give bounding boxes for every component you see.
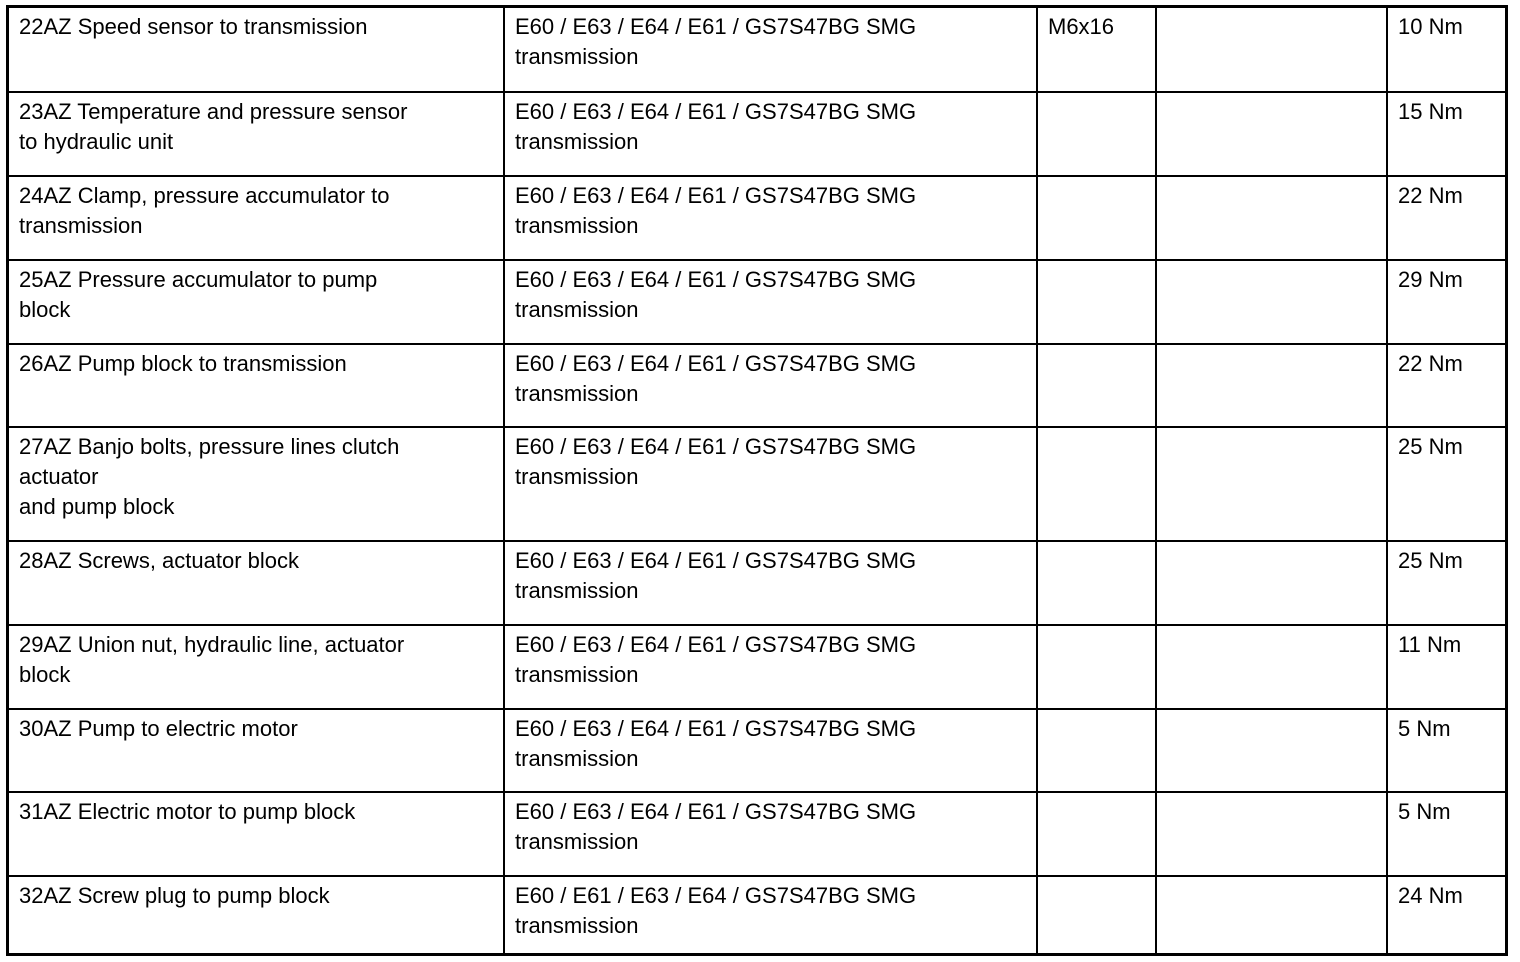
cell-size [1037, 176, 1156, 260]
cell-size [1037, 709, 1156, 792]
cell-torque: 22 Nm [1387, 344, 1505, 427]
table-row [9, 625, 1505, 709]
cell-extra [1156, 427, 1387, 541]
cell-description: 26AZ Pump block to transmission [9, 344, 504, 427]
cell-extra [1156, 92, 1387, 176]
cell-size [1037, 92, 1156, 176]
cell-description: 25AZ Pressure accumulator to pump block [9, 260, 504, 344]
cell-extra [1156, 344, 1387, 427]
cell-torque: 11 Nm [1387, 625, 1505, 709]
table-row [9, 260, 1505, 344]
cell-torque: 25 Nm [1387, 427, 1505, 541]
cell-description: 31AZ Electric motor to pump block [9, 792, 504, 876]
cell-extra [1156, 709, 1387, 792]
cell-extra [1156, 176, 1387, 260]
cell-size [1037, 792, 1156, 876]
table-row [9, 344, 1505, 427]
cell-size [1037, 625, 1156, 709]
cell-description: 23AZ Temperature and pressure sensor to hydraulic unit [9, 92, 504, 176]
cell-torque: 25 Nm [1387, 541, 1505, 625]
torque-spec-page [6, 5, 1508, 956]
cell-extra [1156, 8, 1387, 92]
cell-description: 22AZ Speed sensor to transmission [9, 8, 504, 92]
cell-application: E60 / E63 / E64 / E61 / GS7S47BG SMG transmission [504, 625, 1037, 709]
cell-application: E60 / E63 / E64 / E61 / GS7S47BG SMG transmission [504, 260, 1037, 344]
cell-extra [1156, 625, 1387, 709]
cell-description: 24AZ Clamp, pressure accumulator to transmission [9, 176, 504, 260]
cell-extra [1156, 541, 1387, 625]
torque-spec-table [9, 8, 1505, 953]
cell-extra [1156, 260, 1387, 344]
table-row [9, 92, 1505, 176]
cell-application: E60 / E63 / E64 / E61 / GS7S47BG SMG transmission [504, 92, 1037, 176]
cell-size [1037, 344, 1156, 427]
cell-application: E60 / E63 / E64 / E61 / GS7S47BG SMG transmission [504, 8, 1037, 92]
cell-torque: 5 Nm [1387, 792, 1505, 876]
cell-torque: 15 Nm [1387, 92, 1505, 176]
cell-size: M6x16 [1037, 8, 1156, 92]
cell-description: 30AZ Pump to electric motor [9, 709, 504, 792]
cell-application: E60 / E63 / E64 / E61 / GS7S47BG SMG transmission [504, 344, 1037, 427]
cell-description: 32AZ Screw plug to pump block [9, 876, 504, 953]
cell-torque: 5 Nm [1387, 709, 1505, 792]
cell-application: E60 / E63 / E64 / E61 / GS7S47BG SMG transmission [504, 176, 1037, 260]
cell-description: 27AZ Banjo bolts, pressure lines clutch actuator and pump block [9, 427, 504, 541]
table-row [9, 792, 1505, 876]
cell-torque: 22 Nm [1387, 176, 1505, 260]
table-row [9, 427, 1505, 541]
cell-description: 28AZ Screws, actuator block [9, 541, 504, 625]
cell-size [1037, 876, 1156, 953]
cell-torque: 24 Nm [1387, 876, 1505, 953]
cell-application: E60 / E63 / E64 / E61 / GS7S47BG SMG transmission [504, 792, 1037, 876]
cell-extra [1156, 876, 1387, 953]
cell-application: E60 / E63 / E64 / E61 / GS7S47BG SMG transmission [504, 427, 1037, 541]
cell-size [1037, 260, 1156, 344]
cell-description: 29AZ Union nut, hydraulic line, actuator block [9, 625, 504, 709]
cell-application: E60 / E63 / E64 / E61 / GS7S47BG SMG transmission [504, 709, 1037, 792]
table-row [9, 709, 1505, 792]
cell-torque: 10 Nm [1387, 8, 1505, 92]
torque-spec-body [9, 8, 1505, 953]
cell-extra [1156, 792, 1387, 876]
table-row [9, 8, 1505, 92]
cell-application: E60 / E61 / E63 / E64 / GS7S47BG SMG transmission [504, 876, 1037, 953]
table-row [9, 176, 1505, 260]
cell-application: E60 / E63 / E64 / E61 / GS7S47BG SMG transmission [504, 541, 1037, 625]
table-row [9, 876, 1505, 953]
cell-size [1037, 427, 1156, 541]
cell-size [1037, 541, 1156, 625]
cell-torque: 29 Nm [1387, 260, 1505, 344]
table-row [9, 541, 1505, 625]
